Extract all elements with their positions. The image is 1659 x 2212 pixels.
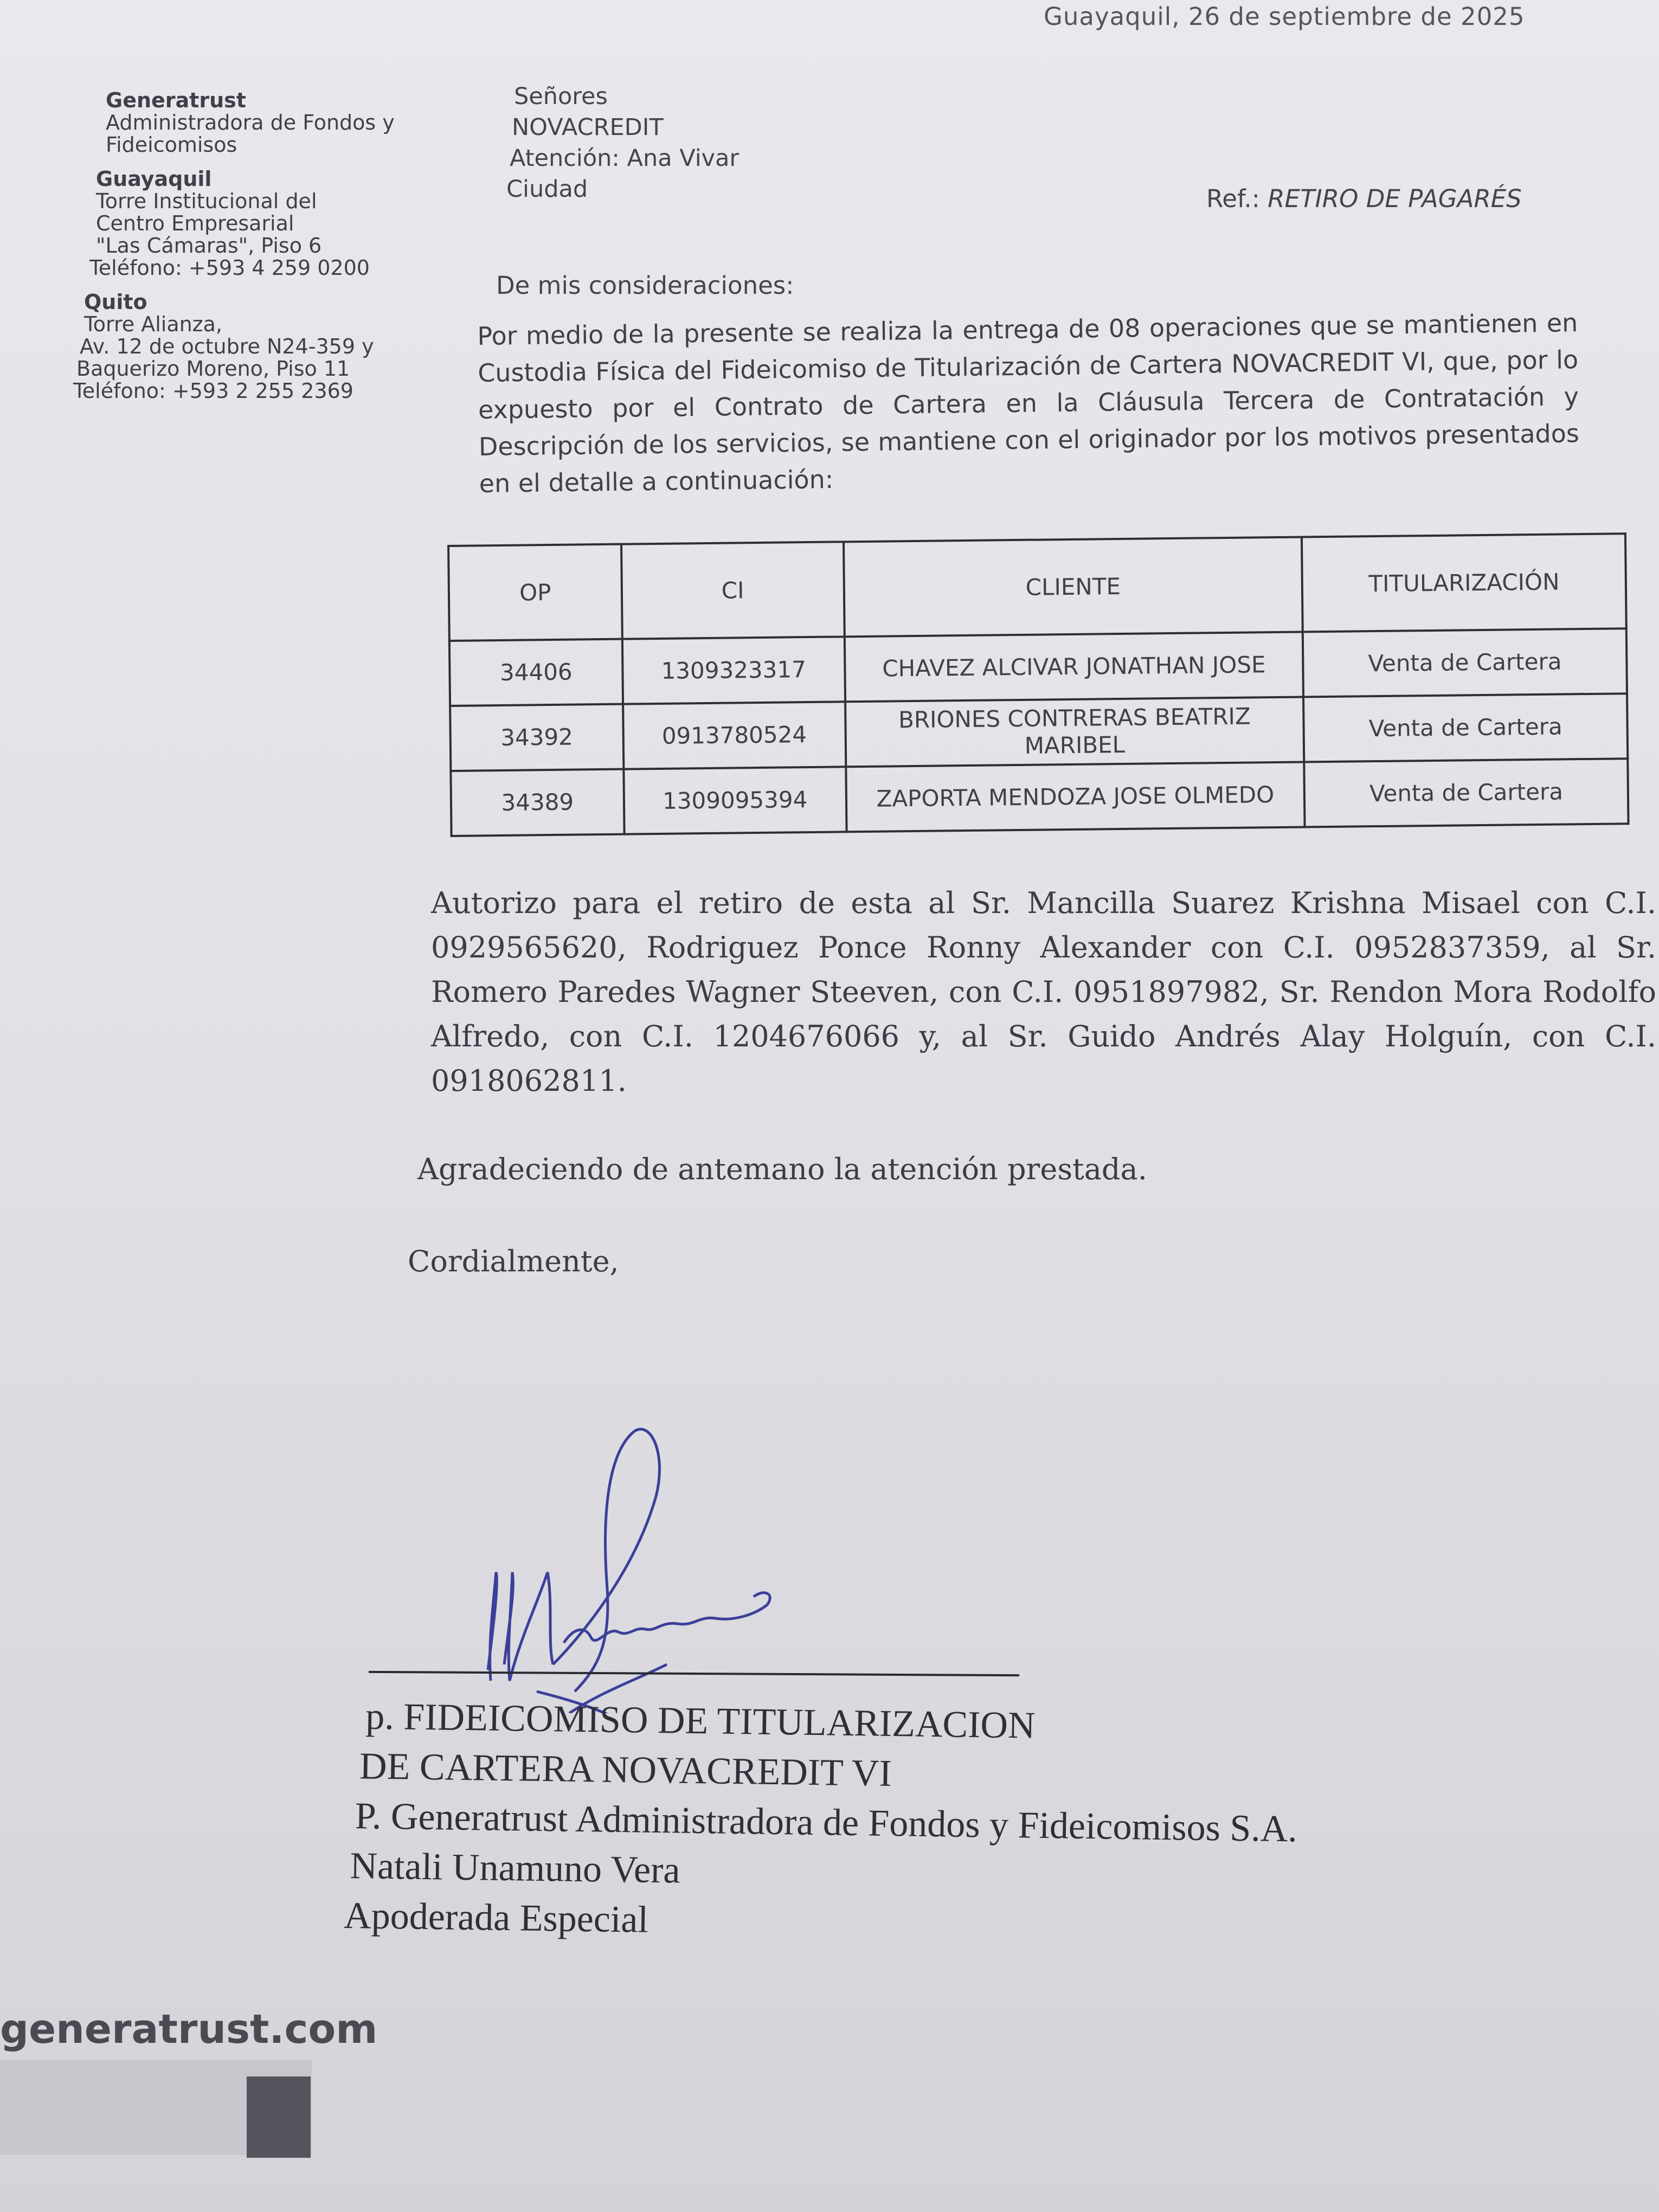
- recipient-line: Señores: [514, 83, 608, 110]
- cell-titularizacion: Venta de Cartera: [1303, 693, 1628, 762]
- office-line: Av. 12 de octubre N24-359 y: [80, 335, 374, 358]
- header-titularizacion: TITULARIZACIÓN: [1302, 533, 1626, 632]
- signature-line-2: DE CARTERA NOVACREDIT VI: [359, 1745, 892, 1795]
- handwritten-signature: [472, 1410, 808, 1713]
- footer-logo-mark: [247, 2076, 311, 2158]
- thanks-line: Agradeciendo de antemano la atención prestada.: [417, 1152, 1147, 1186]
- office-city: Quito: [84, 290, 147, 314]
- ref-value: RETIRO DE PAGARÉS: [1268, 184, 1522, 213]
- cell-op: 34392: [450, 704, 623, 771]
- recipient-line: Ciudad: [506, 176, 588, 203]
- signature-title: Apoderada Especial: [343, 1894, 649, 1941]
- sender-address-block: [73, 88, 395, 414]
- cell-ci: 1309095394: [623, 767, 846, 834]
- signature-block: [344, 1692, 1300, 1954]
- table-row: [450, 693, 1628, 771]
- cell-ci: 1309323317: [622, 636, 845, 704]
- quito-office: [73, 290, 395, 403]
- cell-op: 34406: [449, 639, 623, 706]
- office-line: Baquerizo Moreno, Piso 11: [76, 357, 350, 381]
- header-op: OP: [448, 544, 622, 641]
- cell-titularizacion: Venta de Cartera: [1304, 758, 1628, 827]
- signature-line-3: P. Generatrust Administradora de Fondos y Fideicomisos S.A.: [355, 1795, 1298, 1850]
- reference-line: [1206, 184, 1522, 213]
- office-line: Torre Alianza,: [84, 312, 222, 336]
- recipient-line: NOVACREDIT: [512, 114, 664, 141]
- office-line: Torre Institucional del: [96, 189, 317, 213]
- operations-table: [447, 532, 1630, 837]
- office-city: Guayaquil: [96, 167, 212, 191]
- signature-line-1: p. FIDEICOMISO DE TITULARIZACION: [365, 1695, 1036, 1747]
- signature-name: Natali Unamuno Vera: [349, 1845, 681, 1892]
- cell-cliente: CHAVEZ ALCIVAR JONATHAN JOSE: [845, 632, 1304, 702]
- cell-cliente: BRIONES CONTRERAS BEATRIZ MARIBEL: [845, 697, 1304, 767]
- intro-paragraph: Por medio de la presente se realiza la entrega de 08 operaciones que se mantienen en Custodia Física del Fideicomiso de Titularización de Cartera NOVACREDIT VI, que, por lo expuesto por el Contrato de Cartera en la Cláusula Tercera de Contratación y Descripción de los servicios, se mantiene con el originador por los motivos presentados en el detalle a continuación:: [477, 308, 1580, 498]
- cell-op: 34389: [451, 769, 624, 836]
- cell-titularizacion: Venta de Cartera: [1303, 628, 1627, 697]
- letter-date: Guayaquil, 26 de septiembre de 2025: [1044, 2, 1525, 31]
- footer-website: generatrust.com: [0, 2006, 378, 2053]
- header-cliente: CLIENTE: [844, 537, 1303, 636]
- office-line: Centro Empresarial: [96, 211, 294, 235]
- sender-company: [106, 89, 395, 156]
- cell-ci: 0913780524: [623, 702, 846, 769]
- table-header-row: [448, 533, 1626, 641]
- recipient-line: Atención: Ana Vivar: [510, 145, 740, 172]
- office-phone: Teléfono: +593 4 259 0200: [89, 256, 370, 280]
- company-name: Generatrust: [106, 88, 246, 112]
- greeting: De mis consideraciones:: [496, 271, 794, 300]
- office-line: "Las Cámaras", Piso 6: [96, 234, 322, 258]
- guayaquil-office: [89, 167, 395, 280]
- recipient-block: [506, 81, 740, 205]
- company-line: Fideicomisos: [106, 133, 237, 157]
- company-line: Administradora de Fondos y: [106, 111, 395, 134]
- ref-label: Ref.:: [1206, 184, 1260, 213]
- cell-cliente: ZAPORTA MENDOZA JOSE OLMEDO: [846, 762, 1305, 832]
- authorization-paragraph: Autorizo para el retiro de esta al Sr. Mancilla Suarez Krishna Misael con C.I. 0929565620, Rodriguez Ponce Ronny Alexander con C.I. 0952837359, al Sr. Romero Paredes Wagner Steeven, con C.I. 0951897982, Sr. Rendon Mora Rodolfo Alfredo, con C.I. 1204676066 y, al Sr. Guido Andrés Alay Holguín, con C.I. 0918062811.: [431, 886, 1656, 1098]
- table-row: [451, 758, 1628, 836]
- closing-line: Cordialmente,: [408, 1244, 619, 1278]
- office-phone: Teléfono: +593 2 255 2369: [73, 379, 353, 403]
- table-row: [449, 628, 1627, 706]
- header-ci: CI: [621, 542, 845, 639]
